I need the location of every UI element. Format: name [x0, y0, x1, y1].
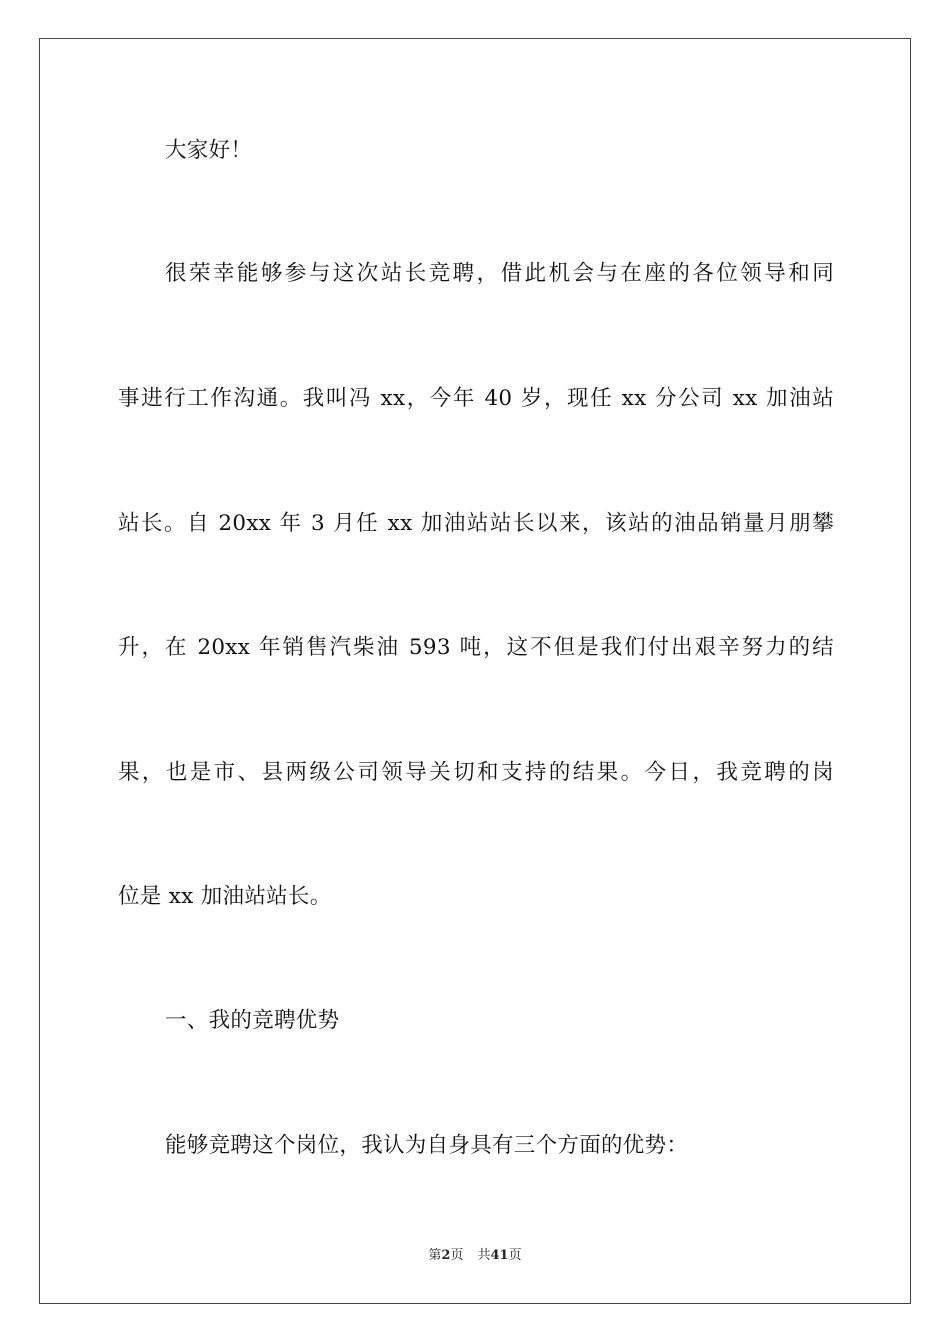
footer-current-page: 2 [441, 1248, 451, 1263]
page-border [39, 38, 911, 1304]
section-heading: 一、我的竞聘优势 [165, 1008, 340, 1033]
text-line-6: 果，也是市、县两级公司领导关切和支持的结果。今日，我竞聘的岗 [118, 760, 834, 785]
text-line-9: 能够竞聘这个岗位，我认为自身具有三个方面的优势： [165, 1133, 689, 1158]
footer-page-suffix: 页 [450, 1248, 464, 1263]
text-line-3: 事进行工作沟通。我叫冯 xx，今年 40 岁，现任 xx 分公司 xx 加油站 [118, 386, 834, 411]
page-footer [0, 1246, 950, 1266]
text-line-1: 大家好！ [165, 138, 253, 163]
text-line-7: 位是 xx 加油站站长。 [118, 884, 332, 909]
footer-total-pages: 41 [490, 1248, 509, 1263]
text-line-4: 站长。自 20xx 年 3 月任 xx 加油站站长以来，该站的油品销量月朋攀 [118, 511, 834, 536]
text-line-5: 升，在 20xx 年销售汽柴油 593 吨，这不但是我们付出艰辛努力的结 [118, 635, 834, 660]
text-line-2: 很荣幸能够参与这次站长竞聘，借此机会与在座的各位领导和同 [165, 261, 834, 286]
footer-total-suffix: 页 [508, 1248, 522, 1263]
footer-total-prefix: 共 [477, 1248, 491, 1263]
footer-page-prefix: 第 [428, 1248, 442, 1263]
